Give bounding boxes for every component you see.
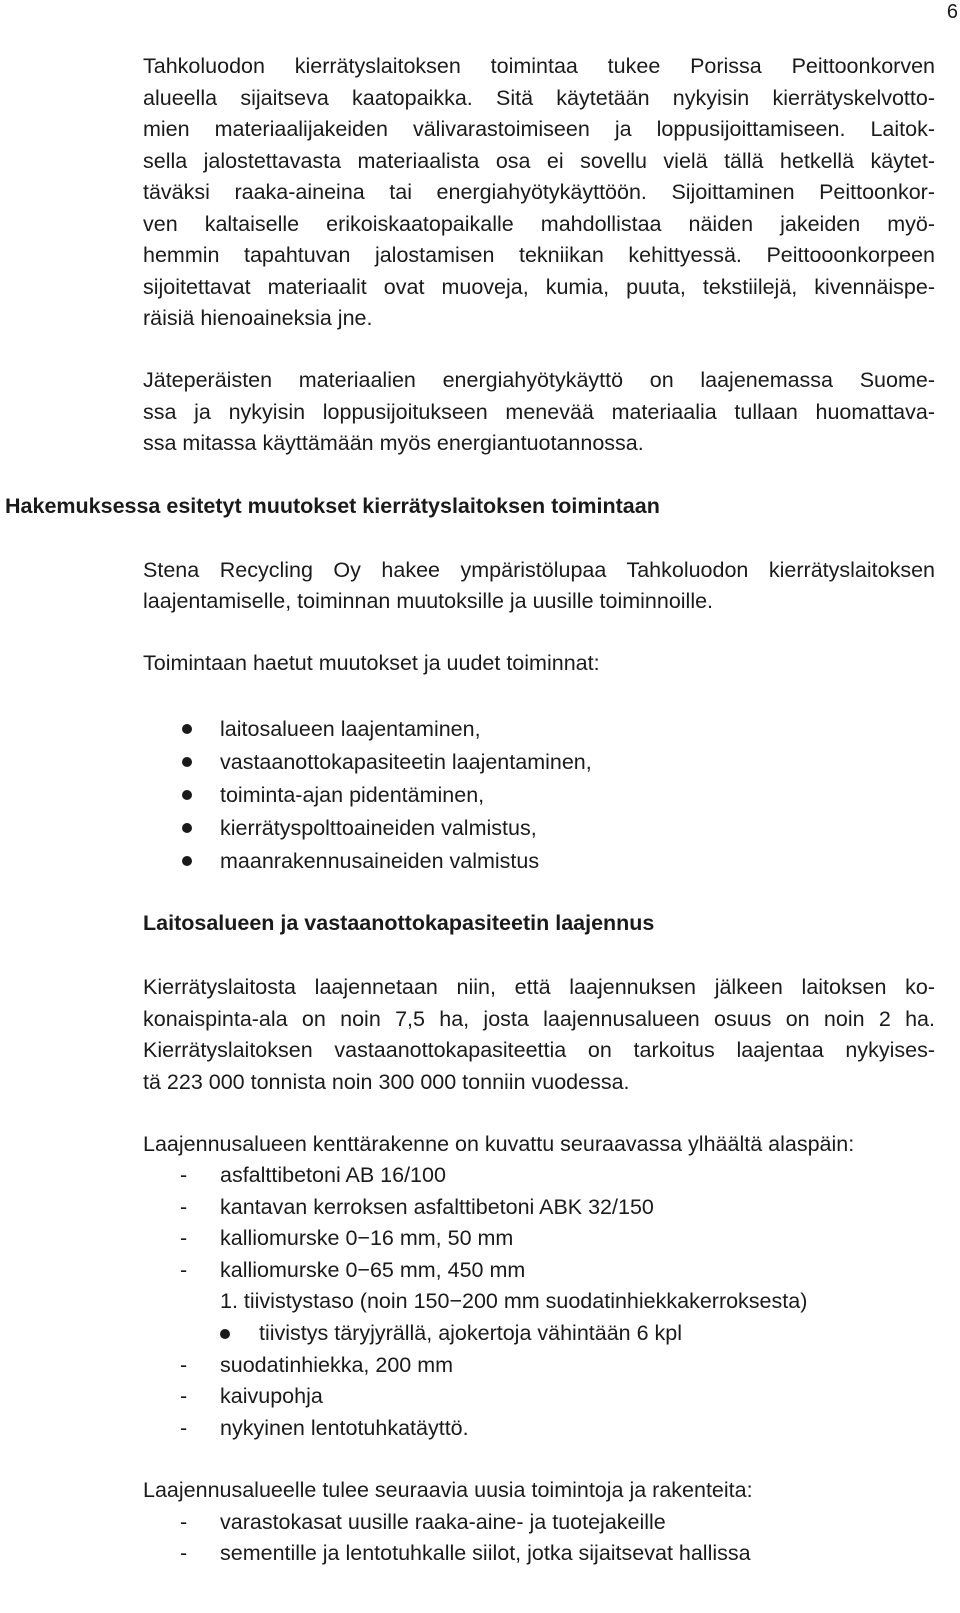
text-line: Jäteperäisten materiaalien energiahyötykäyttö on laajenemassa Suome- (143, 368, 935, 392)
text-line: räisiä hienoaineksia jne. (143, 306, 373, 330)
dash-marker: - (180, 1226, 188, 1250)
text-line: Tahkoluodon kierrätyslaitoksen toimintaa tukee Porissa Peittoonkorven (143, 54, 935, 78)
dash-marker: - (180, 1258, 188, 1282)
text-line: laajentamiselle, toiminnan muutoksille ja uusille toiminnoille. (143, 589, 714, 613)
text-line: hemmin tapahtuvan jalostamisen tekniikan kehittyessä. Peittooonkorpeen (143, 243, 935, 267)
list-item: toiminta-ajan pidentäminen, (220, 783, 485, 807)
text-line: sijoitettavat materiaalit ovat muoveja, kumia, puuta, tekstiilejä, kivennäispe- (143, 275, 935, 299)
text-line: ven kaltaiselle erikoiskaatopaikalle mahdollistaa näiden jakeiden myö- (143, 212, 935, 236)
dash-marker: - (180, 1416, 188, 1440)
text-line: Stena Recycling Oy hakee ympäristölupaa Tahkoluodon kierrätyslaitoksen (143, 558, 935, 582)
list-item: laitosalueen laajentaminen, (220, 717, 481, 741)
list-item: maanrakennusaineiden valmistus (220, 849, 540, 873)
bullet-icon (182, 856, 192, 866)
list-item: vastaanottokapasiteetin laajentaminen, (220, 750, 592, 774)
dash-marker: - (180, 1163, 188, 1187)
paragraph-kenttarakenne: Laajennusalueen kenttärakenne on kuvattu seuraavassa ylhäältä alaspäin: (143, 1132, 855, 1156)
text-line: konaispinta-ala on noin 7,5 ha, josta laajennusalueen osuus on noin 2 ha. (143, 1007, 935, 1031)
bullet-icon (182, 724, 192, 734)
section-heading-muutokset: Hakemuksessa esitetyt muutokset kierrätyslaitoksen toimintaan (5, 494, 660, 518)
list-item: asfalttibetoni AB 16/100 (220, 1163, 446, 1187)
list-item: nykyinen lentotuhkatäyttö. (220, 1416, 469, 1440)
list-item: kalliomurske 0−16 mm, 50 mm (220, 1226, 514, 1250)
bullet-icon (182, 790, 192, 800)
dash-marker: - (180, 1353, 188, 1377)
list-item: sementille ja lentotuhkalle siilot, jotka sijaitsevat hallissa (220, 1541, 751, 1565)
dash-marker: - (180, 1510, 188, 1534)
numbered-item: 1. tiivistystaso (noin 150−200 mm suodatinhiekkakerroksesta) (220, 1289, 808, 1313)
paragraph-toimintaan-haetut: Toimintaan haetut muutokset ja uudet toiminnat: (143, 651, 600, 675)
page-number: 6 (946, 1, 958, 23)
text-line: ssa mitassa käyttämään myös energiantuotannossa. (143, 431, 644, 455)
list-item: kaivupohja (220, 1384, 323, 1408)
section-heading-laajennus: Laitosalueen ja vastaanottokapasiteetin laajennus (143, 911, 655, 935)
list-item: kalliomurske 0−65 mm, 450 mm (220, 1258, 526, 1282)
list-item: kierrätyspolttoaineiden valmistus, (220, 816, 537, 840)
sub-list-item: tiivistys täryjyrällä, ajokertoja vähintään 6 kpl (259, 1321, 683, 1345)
list-item: suodatinhiekka, 200 mm (220, 1353, 454, 1377)
bullet-icon (220, 1329, 230, 1339)
bullet-icon (182, 823, 192, 833)
list-item: kantavan kerroksen asfalttibetoni ABK 32/150 (220, 1195, 654, 1219)
text-line: Kierrätyslaitosta laajennetaan niin, että laajennuksen jälkeen laitoksen ko- (143, 975, 935, 999)
text-line: ssa ja nykyisin loppusijoitukseen menevää materiaalia tullaan huomattava- (143, 400, 935, 424)
dash-marker: - (180, 1384, 188, 1408)
list-item: varastokasat uusille raaka-aine- ja tuotejakeille (220, 1510, 666, 1534)
text-line: täväksi raaka-aineina tai energiahyötykäyttöön. Sijoittaminen Peittoonkor- (143, 180, 935, 204)
text-line: mien materiaalijakeiden välivarastoimiseen ja loppusijoittamiseen. Laitok- (143, 117, 935, 141)
text-line: sella jalostettavasta materiaalista osa ei sovellu vielä tällä hetkellä käytet- (143, 149, 935, 173)
text-line: alueella sijaitseva kaatopaikka. Sitä käytetään nykyisin kierrätyskelvotto- (143, 86, 935, 110)
dash-marker: - (180, 1541, 188, 1565)
text-line: Kierrätyslaitoksen vastaanottokapasiteettia on tarkoitus laajentaa nykyises- (143, 1038, 935, 1062)
paragraph-uudet-toiminnot: Laajennusalueelle tulee seuraavia uusia toimintoja ja rakenteita: (143, 1478, 753, 1502)
text-line: tä 223 000 tonnista noin 300 000 tonniin vuodessa. (143, 1070, 630, 1094)
bullet-icon (182, 757, 192, 767)
dash-marker: - (180, 1195, 188, 1219)
